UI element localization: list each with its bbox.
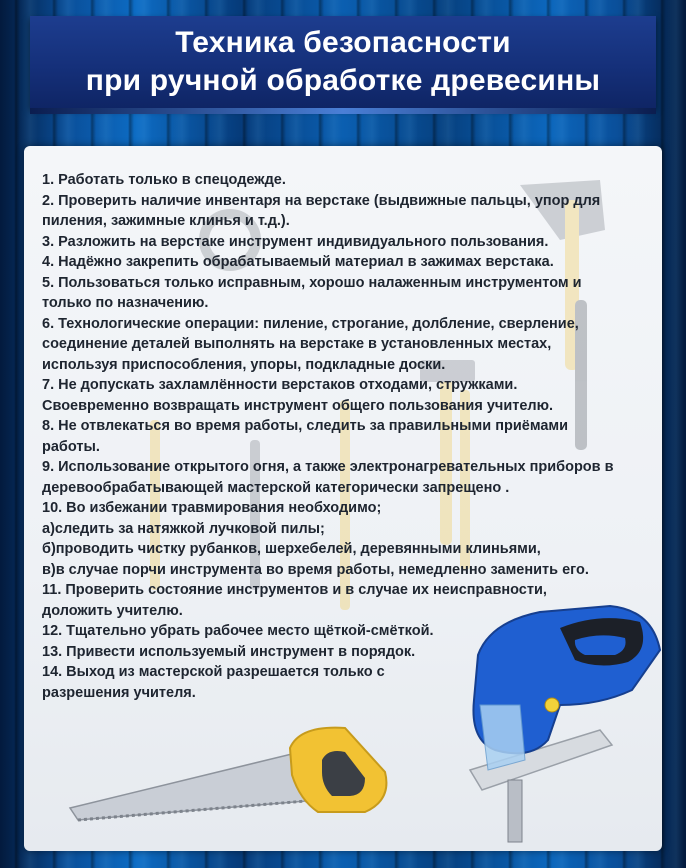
electric-jigsaw-icon <box>470 606 660 842</box>
rule-line: 10. Во избежании травмирования необходимо; <box>42 500 382 516</box>
rule-line: б)проводить чистку рубанков, шерхебелей, деревянными клиньями, <box>42 541 541 557</box>
title-line-1: Техника безопасности <box>175 26 511 59</box>
rule-line: доложить учителю. <box>42 602 183 619</box>
rule-line: 7. Не допускать захламлённости верстаков отходами, стружками. <box>42 377 518 393</box>
rule-line: работы. <box>42 438 100 455</box>
rule-line: 1. Работать только в спецодежде. <box>42 172 286 188</box>
rule-line: 2. Проверить наличие инвентаря на верстаке (выдвижные пальцы, упор для <box>42 192 601 209</box>
rule-line: 4. Надёжно закрепить обрабатываемый материал в зажимах верстака. <box>42 254 554 270</box>
rule-line: 5. Пользоваться только исправным, хорошо налаженным инструментом и <box>42 274 582 291</box>
title-line-2: при ручной обработке древесины <box>85 64 601 97</box>
rule-line: 12. Тщательно убрать рабочее место щёткой-смёткой. <box>42 623 434 639</box>
rule-line: используя приспособления, упоры, подкладные доски. <box>42 356 446 373</box>
rule-line: соединение деталей выполнять на верстаке в установленных местах, <box>42 336 552 352</box>
rule-line: разрешения учителя. <box>42 684 196 701</box>
rule-line: пиления, зажимные клинья и т.д.). <box>42 213 290 229</box>
rule-line: 6. Технологические операции: пиление, строгание, долбление, сверление, <box>42 315 579 332</box>
rule-line: 9. Использование открытого огня, а также электронагревательных приборов в <box>42 459 614 475</box>
rule-line: 14. Выход из мастерской разрешается только с <box>42 664 385 680</box>
rule-line: Своевременно возвращать инструмент общего пользования учителю. <box>42 397 554 414</box>
rule-line: а)следить за натяжкой лучковой пилы; <box>42 520 325 537</box>
rule-line: 13. Привести используемый инструмент в порядок. <box>42 643 416 660</box>
rule-line: деревообрабатывающей мастерской категорически запрещено . <box>42 479 510 496</box>
rule-line: 3. Разложить на верстаке инструмент индивидуального пользования. <box>42 233 549 250</box>
rule-line: 8. Не отвлекаться во время работы, следить за правильными приёмами <box>42 418 569 434</box>
rule-line: только по назначению. <box>42 295 209 311</box>
rule-line: в)в случае порчи инструмента во время работы, немедленно заменить его. <box>42 561 589 578</box>
rule-line: 11. Проверить состояние инструментов и в случае их неисправности, <box>42 582 547 598</box>
